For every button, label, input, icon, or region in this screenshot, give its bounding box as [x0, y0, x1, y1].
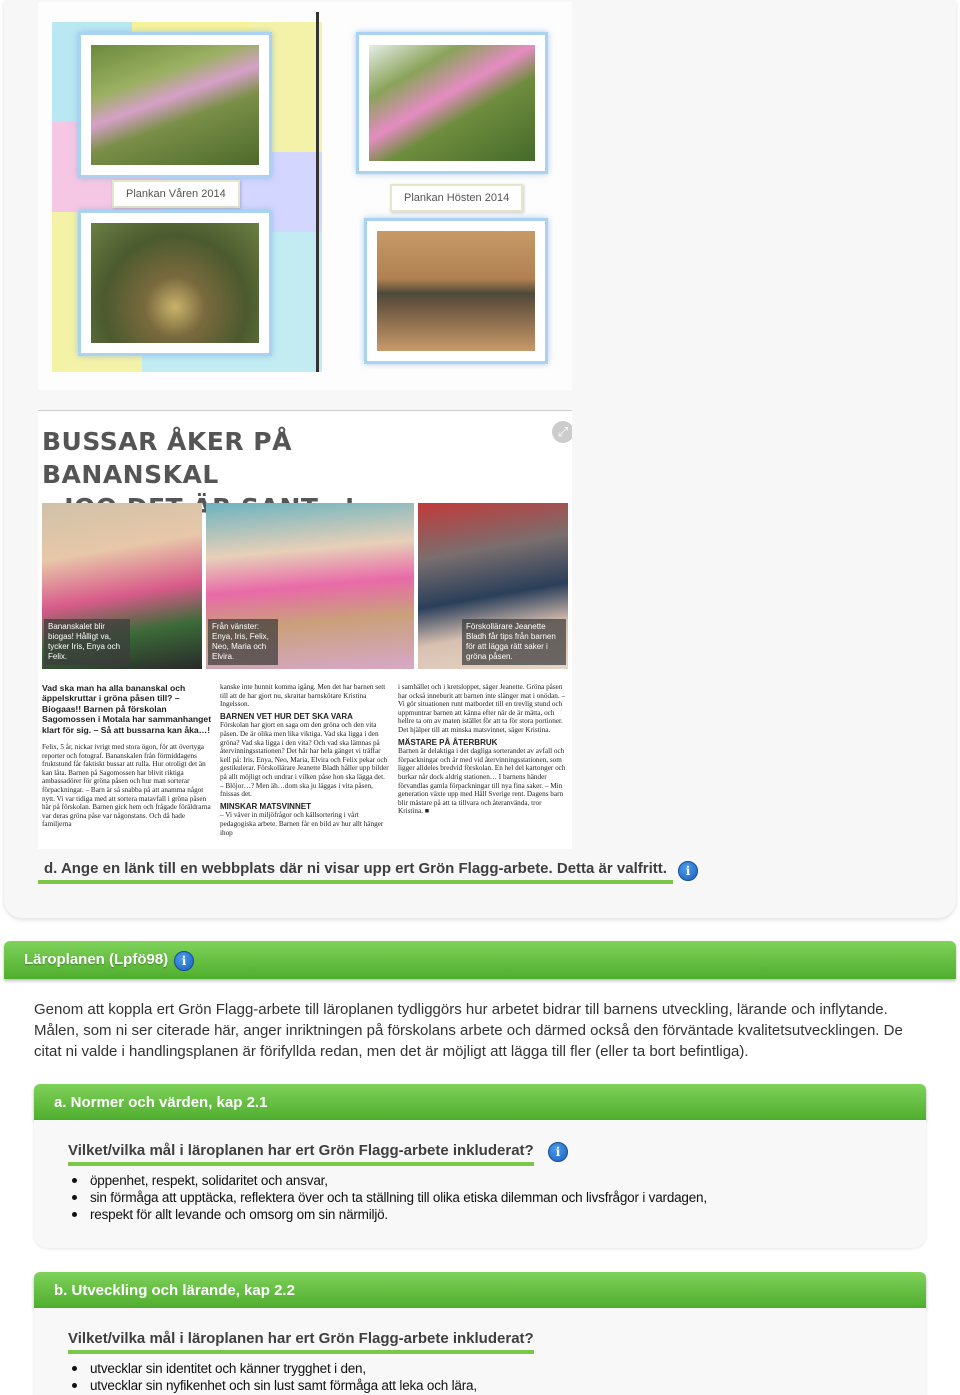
subsection-header-development[interactable] — [34, 1272, 926, 1308]
info-icon[interactable]: i — [678, 861, 698, 881]
image-answer-card — [4, 0, 956, 918]
goal-list — [86, 1172, 707, 1223]
info-icon[interactable]: i — [548, 1142, 568, 1162]
photo-caption: Från vänster: Enya, Iris, Felix, Neo, Maria och Elvira. — [208, 619, 278, 665]
article-photos — [42, 503, 568, 669]
goal-question: Vilket/vilka mål i läroplanen har ert Grön Flagg-arbete inkluderat? — [68, 1142, 534, 1166]
subsection-header-norms[interactable] — [34, 1084, 926, 1120]
subsection-title: a. Normer och värden, kap 2.1 — [54, 1094, 268, 1111]
article-text: Barnen är delaktiga i det dagliga sorterandet av avfall och förpackningar och är med vid återvinningsstationen, som ligger alldeles bredvid förskolan. En hel del kartonger och burkar når dock aldrig stationen… I barnens händer förvandlas gamla förpackningar till nya fina saker. – Min generation växte upp med Håll Sverige rent. Dagens barn blir mästare på att ta tillvara och återanvända, tror Kristina. ■ — [398, 747, 566, 816]
goal-item: sin förmåga att upptäcka, reflektera över och ta ställning till olika etiska dilemman och livsfrågor i vardagen, — [86, 1189, 707, 1206]
plank-label-autumn: Plankan Hösten 2014 — [390, 184, 523, 212]
link-question-label: d. Ange en länk till en webbplats där ni visar upp ert Grön Flagg-arbete. Detta är valfritt. — [38, 860, 673, 884]
subsection-card-norms — [34, 1120, 926, 1248]
photo-caption: Förskollärare Jeanette Bladh får tips från barnen för att lägga rätt saker i gröna påsen. — [462, 619, 566, 665]
subsection-card-development — [34, 1308, 926, 1395]
plank-label-spring: Plankan Våren 2014 — [112, 180, 240, 208]
article-lead: Vad ska man ha alla bananskal och äppelskruttar i gröna påsen till? – Biogaas!! Barnen på förskolan Sagomossen i Motala har sammanhanget klart för sig. – Så att bussarna kan åka…! — [42, 683, 212, 735]
article-text: Felix, 5 år, nickar ivrigt med stora ögon, för att övertyga reporter och fotograf. Bananskalen från förmiddagens fruktstund får faktiskt bussar att rulla. Hur otroligt det än kan låta. Barnen på Sagomossen har blivit riktiga ambassadörer för gröna påsen och hur man sorterar förpackningar. – Barn är så snabba på att anamma något nytt. Vi var tidiga med att sortera matavfall i gröna påsen här på förskolan. Barnen gick hem och frågade föräldrarna var deras gröna påse var någonstans. Och då hade familjerna — [42, 743, 211, 829]
goal-item: respekt för allt levande och omsorg om sin närmiljö. — [86, 1206, 707, 1223]
article-headline: BUSSAR ÅKER PÅ BANANSKAL — [42, 427, 292, 489]
curriculum-intro-text: Genom att koppla ert Grön Flagg-arbete till läroplanen tydliggörs hur arbetet bidrar till barnens utveckling, lärande och inflytande. Målen, som ni ser citerade här, anger inriktningen på förskolans arbete och därmed också den förväntade kvalitetsutvecklingen. De citat ni valde i handlingsplanen är förifyllda redan, men det är möjligt att lägga till fler (eller ta bort befintliga). — [34, 1001, 903, 1060]
article-subhead: MINSKAR MATSVINNET — [220, 801, 311, 811]
article-columns — [42, 683, 568, 843]
photo-caption: Bananskalet blir biogas! Hålligt va, tycker Iris, Enya och Felix. — [44, 619, 130, 665]
plank-collage-image — [38, 2, 572, 390]
goal-item: utvecklar sin identitet och känner trygghet i den, — [86, 1360, 477, 1377]
article-text: kanske inte hunnit komma igång. Men det har barnen sett till att de har gjort nu, skrattar barnskötare Kristina Ingelsson. — [220, 683, 386, 709]
article-subhead: BARNEN VET HUR DET SKA VARA — [220, 711, 353, 721]
article-text: – Vi väver in miljöfrågor och källsortering i vårt pedagogiska arbete. Barnen får en bild av hur allt hänger ihop — [220, 811, 384, 837]
newspaper-article-image — [38, 410, 572, 849]
info-icon[interactable]: i — [174, 951, 194, 971]
goal-item: utvecklar sin nyfikenhet och sin lust samt förmåga att leka och lära, — [86, 1377, 477, 1394]
article-subhead: MÄSTARE PÅ ÅTERBRUK — [398, 737, 498, 747]
goal-list — [86, 1360, 477, 1394]
goal-item: öppenhet, respekt, solidaritet och ansvar, — [86, 1172, 707, 1189]
subsection-title: b. Utveckling och lärande, kap 2.2 — [54, 1282, 295, 1299]
expand-icon[interactable]: ⤢ — [552, 421, 572, 443]
article-text: i samhället och i kretsloppet, säger Jeanette. Gröna påsen har också inneburit att barnen inte slänger mat i onödan. – Vi gör situationen runt matbordet till en trevlig stund och uppmuntrar barnen att känna efter när de är mätta, och hellre ta om av maten istället för att ta för stora portioner. Det hjälper till att minska matsvinnet, säger Kristina. — [398, 683, 566, 734]
curriculum-section-header[interactable] — [4, 941, 956, 979]
article-text: Förskolan har gjort en saga om den gröna och den vita påsen. De är olika men lika viktiga. Vad ska ligga i den gröna? Vad ska ligga i den vita? Och vad ska lämnas på återvinningsstationen? Det här har hela gänget vi träffar kell på: Iris, Enya, Neo, Maria, Elvira och Felix pekar och gestikulerar. Förskollärare Jeanette Bladh håller upp bilder på allt möjligt och undrar i vilken påse hon ska lägga det. – Blöjor…? Men äh…dom ska ju läggas i vita påsen, fnissas det. — [220, 721, 389, 799]
section-title: Läroplanen (Lpfö98) — [24, 951, 169, 968]
goal-question: Vilket/vilka mål i läroplanen har ert Grön Flagg-arbete inkluderat? — [68, 1330, 534, 1354]
